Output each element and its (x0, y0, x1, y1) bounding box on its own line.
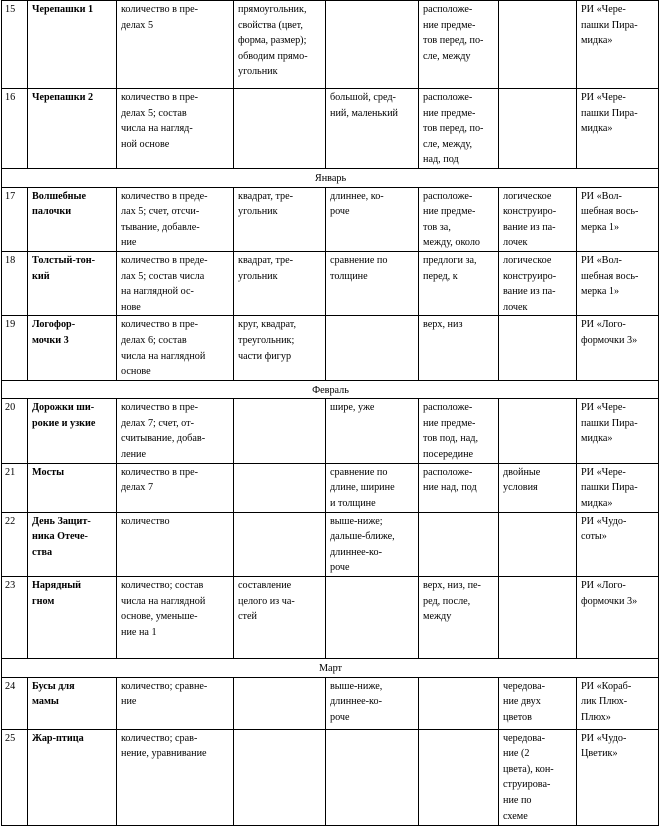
cell-text-line: гном (32, 595, 55, 607)
cell-text-line: формочки 3» (581, 334, 638, 346)
cell-text-line: тов перед, по- (423, 123, 484, 135)
cell-text-line: квадрат, тре- (238, 190, 294, 202)
cell-text-line: числа на нагляд- (121, 123, 193, 135)
quantity-cell (117, 463, 234, 512)
cell-text-line: РИ «Вол- (581, 254, 622, 266)
cell-text-line: делах 7 (121, 482, 154, 494)
cell-text-line: посередине (423, 449, 474, 461)
cell-text-line: расположе- (423, 466, 473, 478)
cell-text-line: части фигур (238, 350, 292, 362)
size-cell (326, 251, 419, 315)
lesson-row (2, 89, 659, 169)
cell-text-line: нове (121, 301, 141, 313)
cell-text-line: делах 5; состав (121, 107, 187, 119)
cell-text-line: Черепашки 1 (32, 4, 94, 15)
cell-text-line: РИ «Чере- (581, 92, 626, 103)
cell-text-line: палочки (32, 206, 72, 218)
cell-text-line: сле, между (423, 50, 471, 62)
lesson-number: 16 (2, 89, 28, 169)
cell-text-line: чередова- (503, 680, 545, 692)
cell-text-line: количество; состав (121, 580, 204, 592)
cell-text-line: длиннее, ко- (330, 190, 384, 202)
cell-text-line: конструиро- (503, 270, 557, 282)
quantity-cell (117, 1, 234, 89)
shape-cell (234, 1, 326, 89)
game-cell (577, 399, 659, 463)
cell-text-line: ника Отече- (32, 531, 88, 543)
cell-text-line: РИ «Чудо- (581, 515, 627, 527)
lesson-title (28, 729, 117, 825)
lesson-row (2, 1, 659, 89)
cell-text-line: Дорожки ши- (32, 402, 95, 414)
shape-cell (234, 251, 326, 315)
cell-text-line: длине, ширине (330, 482, 395, 494)
cell-text-line: ние предме- (423, 206, 476, 218)
cell-text-line: РИ «Кораб- (581, 680, 632, 692)
cell-text-line: условия (503, 482, 538, 494)
cell-text-line: пашки Пира- (581, 482, 638, 494)
game-cell (577, 187, 659, 251)
shape-cell (234, 399, 326, 463)
shape-cell (234, 512, 326, 576)
lesson-number: 17 (2, 187, 28, 251)
lesson-title (28, 89, 117, 169)
quantity-cell (117, 512, 234, 576)
lesson-title (28, 463, 117, 512)
shape-cell (234, 463, 326, 512)
spatial-cell (419, 316, 499, 380)
size-cell (326, 89, 419, 169)
cell-text-line: логическое (503, 254, 552, 266)
cell-text-line: числа на наглядной (121, 595, 206, 607)
spatial-cell (419, 89, 499, 169)
game-cell (577, 89, 659, 169)
size-cell (326, 729, 419, 825)
cell-text-line: лик Плюх- (581, 696, 628, 708)
cell-text-line: расположе- (423, 190, 473, 202)
cell-text-line: ред, после, (423, 595, 471, 607)
lesson-plan-table (1, 0, 659, 826)
cell-text-line: количество в пре- (121, 402, 198, 414)
cell-text-line: верх, низ, пе- (423, 580, 481, 592)
cell-text-line: составление (238, 580, 292, 592)
cell-text-line: Плюх» (581, 711, 611, 723)
cell-text-line: РИ «Чудо- (581, 732, 627, 744)
cell-text-line: мамы (32, 696, 59, 708)
cell-text-line: лочек (503, 301, 528, 313)
cell-text-line: ства (32, 546, 53, 558)
cell-text-line: чередова- (503, 732, 545, 744)
cell-text-line: мидка» (581, 35, 613, 47)
shape-cell (234, 729, 326, 825)
quantity-cell (117, 577, 234, 659)
cell-text-line: угольник (238, 270, 278, 282)
lesson-row (2, 316, 659, 380)
cell-text-line: мерка 1» (581, 286, 620, 298)
cell-text-line: Логофор- (32, 319, 76, 331)
cell-text-line: количество в пре- (121, 92, 198, 103)
logic-cell (499, 316, 577, 380)
cell-text-line: сравнение по (330, 254, 388, 266)
month-header-row (2, 659, 659, 678)
cell-text-line: верх, низ (423, 319, 463, 331)
cell-text-line: выше-ниже, (330, 680, 383, 692)
cell-text-line: предлоги за, (423, 254, 477, 266)
cell-text-line: делах 7; счет, от- (121, 417, 194, 429)
cell-text-line: цвета), кон- (503, 763, 554, 775)
cell-text-line: РИ «Лого- (581, 319, 626, 331)
cell-text-line: делах 6; состав (121, 334, 187, 346)
cell-text-line: расположе- (423, 402, 473, 414)
cell-text-line: Нарядный (32, 580, 82, 592)
cell-text-line: длиннее-ко- (330, 696, 382, 708)
cell-text-line: схеме (503, 810, 528, 822)
cell-text-line: шебная вось- (581, 206, 639, 218)
shape-cell (234, 677, 326, 729)
lesson-title (28, 251, 117, 315)
cell-text-line: струирова- (503, 779, 551, 791)
logic-cell (499, 89, 577, 169)
cell-text-line: пашки Пира- (581, 107, 638, 119)
cell-text-line: вание из па- (503, 286, 556, 298)
size-cell (326, 463, 419, 512)
spatial-cell (419, 677, 499, 729)
quantity-cell (117, 89, 234, 169)
lesson-number: 21 (2, 463, 28, 512)
spatial-cell (419, 399, 499, 463)
size-cell (326, 1, 419, 89)
cell-text-line: шире, уже (330, 402, 375, 414)
cell-text-line: роче (330, 711, 350, 723)
game-cell (577, 1, 659, 89)
game-cell (577, 677, 659, 729)
cell-text-line: выше-ниже; (330, 515, 383, 527)
cell-text-line: числа на наглядной (121, 350, 206, 362)
lesson-title (28, 577, 117, 659)
cell-text-line: Черепашки 2 (32, 92, 94, 103)
cell-text-line: большой, сред- (330, 92, 396, 103)
cell-text-line: расположе- (423, 92, 473, 103)
cell-text-line: и толщине (330, 497, 376, 509)
game-cell (577, 729, 659, 825)
cell-text-line: логическое (503, 190, 552, 202)
game-cell (577, 577, 659, 659)
cell-text-line: РИ «Чере- (581, 402, 626, 414)
size-cell (326, 577, 419, 659)
shape-cell (234, 187, 326, 251)
lesson-title (28, 1, 117, 89)
spatial-cell (419, 187, 499, 251)
cell-text-line: между (423, 611, 452, 623)
cell-text-line: РИ «Чере- (581, 4, 626, 15)
cell-text-line: цветов (503, 711, 532, 723)
cell-text-line: тов перед, по- (423, 35, 484, 47)
table-body (2, 1, 659, 826)
month-header-row (2, 380, 659, 399)
lesson-number: 24 (2, 677, 28, 729)
cell-text-line: основе, уменьше- (121, 611, 198, 623)
cell-text-line: тов под, над, (423, 433, 479, 445)
quantity-cell (117, 187, 234, 251)
lesson-title (28, 399, 117, 463)
lesson-row (2, 463, 659, 512)
cell-text-line: перед, к (423, 270, 458, 282)
size-cell (326, 512, 419, 576)
cell-text-line: считывание, добав- (121, 433, 206, 445)
logic-cell (499, 463, 577, 512)
cell-text-line: между, около (423, 237, 481, 249)
cell-text-line: ние над, под (423, 482, 477, 494)
shape-cell (234, 316, 326, 380)
cell-text-line: мочки 3 (32, 334, 69, 346)
lesson-number: 15 (2, 1, 28, 89)
cell-text-line: над, под (423, 154, 459, 166)
spatial-cell (419, 729, 499, 825)
cell-text-line: нение, уравнивание (121, 748, 207, 760)
game-cell (577, 251, 659, 315)
quantity-cell (117, 677, 234, 729)
logic-cell (499, 577, 577, 659)
lesson-number: 20 (2, 399, 28, 463)
cell-text-line: Толстый-тон- (32, 254, 95, 266)
spatial-cell (419, 251, 499, 315)
size-cell (326, 316, 419, 380)
lesson-title (28, 512, 117, 576)
cell-text-line: расположе- (423, 4, 473, 15)
cell-text-line: на наглядной ос- (121, 286, 194, 298)
cell-text-line: количество в преде- (121, 254, 208, 266)
cell-text-line: Жар-птица (32, 732, 84, 744)
cell-text-line: толщине (330, 270, 368, 282)
cell-text-line: делах 5 (121, 19, 154, 31)
month-label: Февраль (2, 380, 659, 399)
cell-text-line: ние предме- (423, 107, 476, 119)
cell-text-line: вание из па- (503, 221, 556, 233)
cell-text-line: основе (121, 366, 151, 378)
cell-text-line: целого из ча- (238, 595, 295, 607)
lesson-row (2, 729, 659, 825)
game-cell (577, 512, 659, 576)
cell-text-line: ной основе (121, 138, 170, 150)
cell-text-line: сравнение по (330, 466, 388, 478)
cell-text-line: лах 5; счет, отсчи- (121, 206, 200, 218)
cell-text-line: угольник (238, 66, 278, 78)
cell-text-line: мидка» (581, 497, 613, 509)
size-cell (326, 399, 419, 463)
cell-text-line: ние (121, 237, 137, 249)
logic-cell (499, 512, 577, 576)
cell-text-line: Бусы для (32, 680, 75, 692)
logic-cell (499, 251, 577, 315)
cell-text-line: ние по (503, 795, 532, 806)
cell-text-line: РИ «Вол- (581, 190, 622, 202)
cell-text-line: РИ «Лого- (581, 580, 626, 592)
cell-text-line: лочек (503, 237, 528, 249)
lesson-number: 18 (2, 251, 28, 315)
cell-text-line: сле, между, (423, 138, 473, 150)
lesson-row (2, 399, 659, 463)
month-header-row (2, 168, 659, 187)
logic-cell (499, 1, 577, 89)
cell-text-line: количество в пре- (121, 319, 198, 331)
cell-text-line: соты» (581, 531, 607, 543)
size-cell (326, 677, 419, 729)
cell-text-line: конструиро- (503, 206, 557, 218)
quantity-cell (117, 729, 234, 825)
cell-text-line: ние предме- (423, 19, 476, 31)
cell-text-line: ние (2 (503, 748, 530, 760)
month-label: Январь (2, 168, 659, 187)
logic-cell (499, 187, 577, 251)
cell-text-line: мидка» (581, 123, 613, 135)
quantity-cell (117, 251, 234, 315)
lesson-title (28, 677, 117, 729)
lesson-row (2, 251, 659, 315)
cell-text-line: дальше-ближе, (330, 531, 395, 543)
quantity-cell (117, 399, 234, 463)
cell-text-line: пашки Пира- (581, 19, 638, 31)
lesson-row (2, 577, 659, 659)
cell-text-line: количество (121, 515, 170, 527)
lesson-title (28, 316, 117, 380)
cell-text-line: пашки Пира- (581, 417, 638, 429)
cell-text-line: двойные (503, 466, 541, 478)
cell-text-line: формочки 3» (581, 595, 638, 607)
cell-text-line: ние на 1 (121, 626, 157, 638)
spatial-cell (419, 512, 499, 576)
cell-text-line: лах 5; состав числа (121, 270, 205, 282)
size-cell (326, 187, 419, 251)
cell-text-line: количество в преде- (121, 190, 208, 202)
cell-text-line: количество; срав- (121, 732, 198, 744)
cell-text-line: количество; сравне- (121, 680, 208, 692)
quantity-cell (117, 316, 234, 380)
spatial-cell (419, 463, 499, 512)
lesson-row (2, 187, 659, 251)
lesson-number: 19 (2, 316, 28, 380)
cell-text-line: Цветик» (581, 748, 618, 760)
cell-text-line: Мосты (32, 466, 65, 478)
cell-text-line: шебная вось- (581, 270, 639, 282)
cell-text-line: обводим прямо- (238, 50, 308, 62)
lesson-number: 22 (2, 512, 28, 576)
cell-text-line: длиннее-ко- (330, 546, 382, 558)
cell-text-line: треугольник; (238, 334, 295, 346)
game-cell (577, 463, 659, 512)
cell-text-line: количество в пре- (121, 466, 198, 478)
shape-cell (234, 89, 326, 169)
logic-cell (499, 677, 577, 729)
cell-text-line: Волшебные (32, 190, 87, 202)
lesson-title (28, 187, 117, 251)
logic-cell (499, 399, 577, 463)
cell-text-line: количество в пре- (121, 4, 198, 15)
cell-text-line: тов за, (423, 221, 451, 233)
lesson-row (2, 512, 659, 576)
spatial-cell (419, 1, 499, 89)
cell-text-line: ление (121, 449, 147, 461)
logic-cell (499, 729, 577, 825)
cell-text-line: круг, квадрат, (238, 319, 297, 331)
cell-text-line: стей (238, 611, 257, 623)
cell-text-line: роче (330, 206, 350, 218)
cell-text-line: свойства (цвет, (238, 19, 303, 31)
cell-text-line: роче (330, 562, 350, 574)
cell-text-line: квадрат, тре- (238, 254, 294, 266)
month-label: Март (2, 659, 659, 678)
cell-text-line: РИ «Чере- (581, 466, 626, 478)
spatial-cell (419, 577, 499, 659)
cell-text-line: День Защит- (32, 515, 91, 527)
cell-text-line: форма, размер); (238, 35, 307, 47)
lesson-number: 23 (2, 577, 28, 659)
cell-text-line: кий (32, 270, 50, 282)
cell-text-line: рокие и узкие (32, 417, 96, 429)
cell-text-line: ние (121, 696, 137, 708)
cell-text-line: ний, маленький (330, 107, 398, 119)
cell-text-line: ние предме- (423, 417, 476, 429)
cell-text-line: угольник (238, 206, 278, 218)
lesson-number: 25 (2, 729, 28, 825)
lesson-row (2, 677, 659, 729)
game-cell (577, 316, 659, 380)
cell-text-line: мидка» (581, 433, 613, 445)
cell-text-line: ние двух (503, 696, 541, 708)
cell-text-line: прямоугольник, (238, 4, 307, 15)
cell-text-line: тывание, добавле- (121, 221, 200, 233)
cell-text-line: мерка 1» (581, 221, 620, 233)
shape-cell (234, 577, 326, 659)
